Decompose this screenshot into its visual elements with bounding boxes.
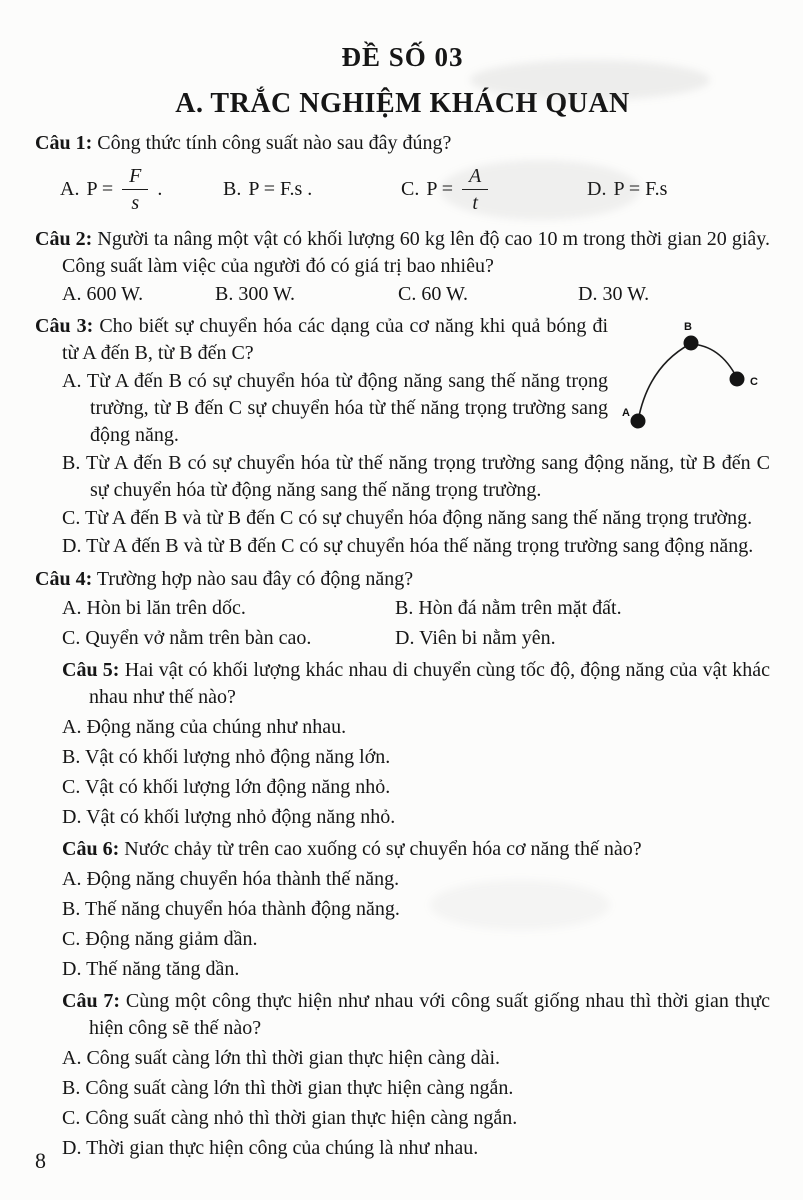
option-3a: A. Từ A đến B có sự chuyển hóa từ động năng sang thế năng trọng trường, từ B đến C sự chuyển hóa từ thế năng trọng trường sang động năng. [62, 370, 608, 446]
option-6d: D. Thế năng tăng dần. [62, 958, 240, 980]
question-3 [35, 313, 770, 561]
option-7d: D. Thời gian thực hiện công của chúng là như nhau. [62, 1137, 479, 1159]
question-2-options [62, 281, 770, 308]
question-6 [35, 836, 770, 983]
question-4 [35, 566, 770, 652]
option-5c: C. Vật có khối lượng lớn động năng nhỏ. [62, 776, 391, 798]
option-2a: A. 600 W. [62, 283, 144, 305]
page-title: ĐỀ SỐ 03 [341, 42, 464, 72]
option-7b: B. Công suất càng lớn thì thời gian thực hiện càng ngắn. [62, 1077, 514, 1099]
option-1d-formula: P = F.s [613, 177, 668, 200]
section-title: A. TRẮC NGHIỆM KHÁCH QUAN [175, 88, 630, 119]
question-7-label: Câu 7: [62, 990, 121, 1012]
question-5-label: Câu 5: [62, 659, 120, 681]
point-b-dot [684, 336, 699, 351]
option-6b: B. Thế năng chuyển hóa thành động năng. [62, 898, 400, 920]
point-b-label: B [684, 321, 692, 333]
option-5d: D. Vật có khối lượng nhỏ động năng nhỏ. [62, 806, 396, 828]
question-3-label: Câu 3: [35, 315, 94, 337]
option-1b [223, 176, 401, 203]
question-1 [35, 130, 770, 221]
point-c-label: C [750, 376, 758, 388]
option-7c: C. Công suất càng nhỏ thì thời gian thực hiện càng ngắn. [62, 1107, 518, 1129]
question-2 [35, 226, 770, 308]
point-c-dot [730, 372, 745, 387]
trajectory-arc [638, 344, 737, 421]
option-5b: B. Vật có khối lượng nhỏ động năng lớn. [62, 746, 391, 768]
option-2d: D. 30 W. [578, 283, 650, 305]
question-1-text [35, 130, 770, 157]
option-1c-lhs: P = [426, 177, 454, 200]
question-7 [35, 988, 770, 1162]
question-4-text [35, 566, 770, 593]
question-6-label: Câu 6: [62, 838, 120, 860]
fraction-a-over-t: $\frac{A}{t}$ [462, 166, 488, 213]
question-4-label: Câu 4: [35, 568, 93, 590]
option-3b: B. Từ A đến B có sự chuyển hóa từ thế năng trọng trường sang động năng, từ B đến C sự chuyển hóa từ động năng sang thế năng trọng trường. [62, 452, 770, 501]
option-2b: B. 300 W. [215, 283, 296, 305]
question-6-body: Nước chảy từ trên cao xuống có sự chuyển hóa cơ năng thế nào? [124, 838, 642, 860]
option-1b-letter: B. [223, 177, 242, 200]
question-6-text [62, 836, 770, 863]
option-3d: D. Từ A đến B và từ B đến C có sự chuyển hóa thế năng trọng trường sang động năng. [62, 535, 754, 557]
question-2-label: Câu 2: [35, 228, 93, 250]
option-4a: A. Hòn bi lăn trên dốc. [62, 597, 246, 619]
question-1-label: Câu 1: [35, 132, 93, 154]
point-a-label: A [622, 407, 630, 419]
option-3c: C. Từ A đến B và từ B đến C có sự chuyển hóa động năng sang thế năng trọng trường. [62, 507, 753, 529]
question-7-text [62, 988, 770, 1042]
question-1-options [60, 157, 770, 221]
option-4b: B. Hòn đá nằm trên mặt đất. [395, 597, 622, 619]
question-3-body: Cho biết sự chuyển hóa các dạng của cơ năng khi quả bóng đi từ A đến B, từ B đến C? [62, 315, 609, 364]
question-2-text [35, 226, 770, 280]
question-4-body: Trường hợp nào sau đây có động năng? [96, 568, 414, 590]
question-7-body: Cùng một công thực hiện như nhau với công suất giống nhau thì thời gian thực hiện công sẽ thế nào? [89, 990, 771, 1039]
option-6c: C. Động năng giảm dần. [62, 928, 258, 950]
option-2c: C. 60 W. [398, 283, 469, 305]
option-1c [401, 166, 587, 213]
option-7a: A. Công suất càng lớn thì thời gian thực hiện càng dài. [62, 1047, 501, 1069]
option-1d-letter: D. [587, 177, 607, 200]
question-4-options [62, 595, 770, 652]
option-4d: D. Viên bi nằm yên. [395, 627, 556, 649]
ball-trajectory-diagram [620, 321, 770, 439]
option-4c: C. Quyển vở nằm trên bàn cao. [62, 627, 312, 649]
page-number: 8 [35, 1148, 46, 1173]
point-a-dot [631, 414, 646, 429]
question-5-body: Hai vật có khối lượng khác nhau di chuyển cùng tốc độ, động năng của vật khác nhau như thế nào? [89, 659, 771, 708]
question-5 [35, 657, 770, 831]
option-1c-letter: C. [401, 177, 420, 200]
fraction-f-over-s: $\frac{F}{s}$ [122, 166, 148, 213]
question-2-body: Người ta nâng một vật có khối lượng 60 kg lên độ cao 10 m trong thời gian 20 giây. Công suất làm việc của người đó có giá trị bao nhiêu? [62, 228, 771, 277]
option-1b-formula: P = F.s . [248, 177, 313, 200]
option-5a: A. Động năng của chúng như nhau. [62, 716, 347, 738]
option-1a-letter: A. [60, 177, 80, 200]
question-1-body: Công thức tính công suất nào sau đây đúng? [97, 132, 452, 154]
option-1d [587, 176, 770, 203]
option-1a-lhs: P = [86, 177, 114, 200]
question-5-text [62, 657, 770, 711]
option-6a: A. Động năng chuyển hóa thành thế năng. [62, 868, 400, 890]
option-1a-period: . [157, 177, 163, 200]
option-1a [60, 166, 223, 213]
trajectory-svg [620, 321, 770, 439]
